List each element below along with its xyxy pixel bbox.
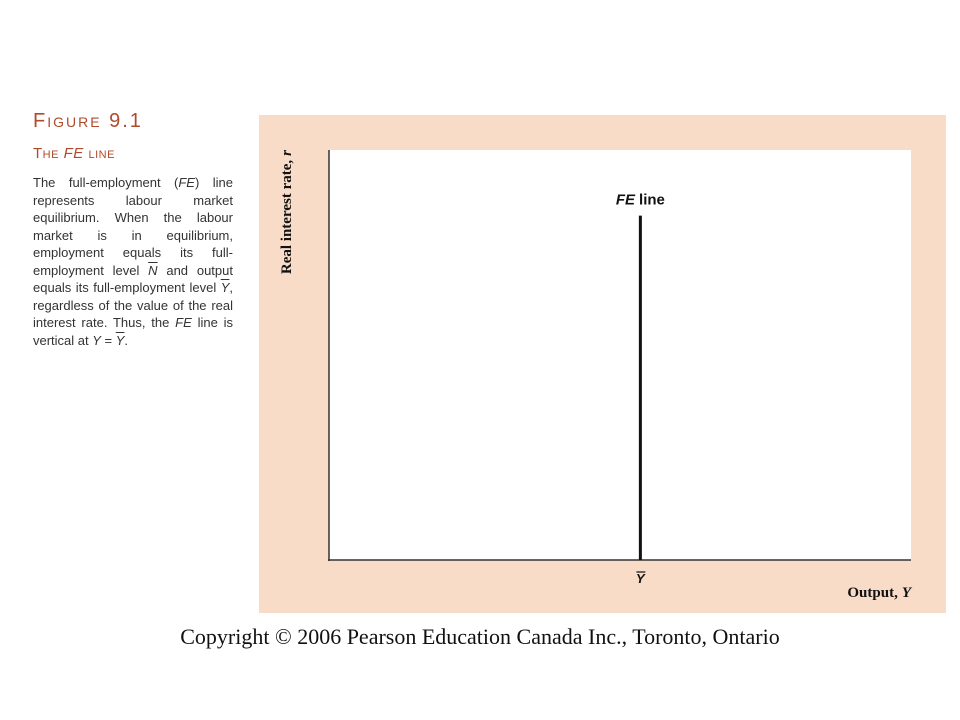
caption-fe-1: FE	[178, 175, 195, 190]
caption-part-3: and output equals its full-employment level	[33, 262, 233, 295]
x-axis-label-text: Output,	[847, 585, 898, 601]
subtitle-suffix: line	[88, 145, 115, 162]
caption-equals: =	[100, 332, 116, 348]
caption-y: Y	[92, 332, 101, 348]
copyright-notice: Copyright © 2006 Pearson Education Canada Inc., Toronto, Ontario	[180, 624, 780, 649]
y-axis-label-text: Real interest rate,	[279, 159, 295, 275]
subtitle-fe: FE	[63, 145, 84, 162]
caption-n-bar: $\overline{N}$	[148, 262, 158, 278]
subtitle-prefix: The	[33, 145, 59, 162]
figure-caption	[33, 174, 233, 349]
x-axis-label	[847, 585, 912, 601]
caption-part-2: ) line represents labour market equilibrium. When the labour market is in equilibrium, employment equals its full-employment level	[33, 175, 233, 278]
caption-end: .	[124, 332, 129, 348]
caption-y-bar: $\overline{Y}$	[220, 280, 230, 295]
fe-label-rest: line	[639, 191, 665, 209]
caption-part-5: line is vertical at	[33, 315, 233, 348]
chart-panel	[259, 115, 946, 613]
fe-label-italic: FE	[615, 191, 636, 209]
figure-label: Figure 9.1	[33, 110, 143, 132]
y-bar-tick-label: Y	[636, 571, 645, 586]
fe-line-label	[616, 192, 665, 209]
y-axis-label-var: r	[279, 150, 295, 156]
y-axis-label	[279, 150, 295, 274]
caption-y-bar-2: $\overline{Y}$	[115, 332, 125, 348]
x-axis-label-var: Y	[901, 585, 911, 601]
caption-fe-2: FE	[175, 315, 192, 330]
caption-part-4: , regardless of the value of the real interest rate. Thus, the	[33, 280, 233, 330]
caption-part-1: The full-employment (	[33, 175, 179, 190]
plot-area	[329, 150, 911, 560]
chart-svg	[259, 115, 946, 613]
figure-subtitle	[33, 145, 115, 162]
